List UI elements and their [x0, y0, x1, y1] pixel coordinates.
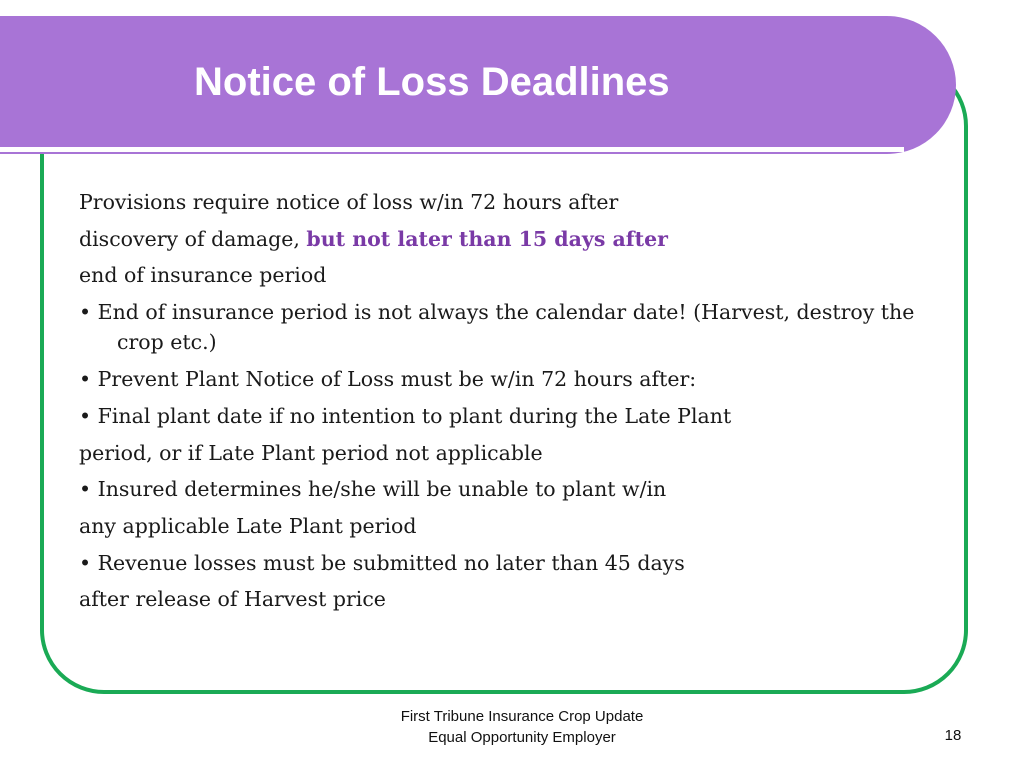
- bullet-item: • Insured determines he/she will be unable to plant w/in: [79, 477, 667, 502]
- bullet-item: • End of insurance period is not always the calendar date! (Harvest, destroy the crop etc.): [79, 300, 915, 355]
- body-text-segment: discovery of damage,: [79, 226, 307, 251]
- body-line: end of insurance period: [79, 263, 327, 288]
- slide-footer: [312, 706, 732, 748]
- body-line: any applicable Late Plant period: [79, 513, 417, 538]
- body-line: after release of Harvest price: [79, 587, 386, 612]
- bullet-item: • Revenue losses must be submitted no later than 45 days: [79, 550, 685, 575]
- footer-line: Equal Opportunity Employer: [428, 729, 616, 746]
- page-number: 18: [944, 727, 962, 744]
- body-line: Provisions require notice of loss w/in 72 hours after: [79, 190, 619, 214]
- body-line: period, or if Late Plant period not applicable: [79, 440, 543, 465]
- body-line: [79, 221, 959, 258]
- slide-title: Notice of Loss Deadlines: [194, 60, 670, 104]
- slide-body: [79, 184, 959, 618]
- footer-line: First Tribune Insurance Crop Update: [400, 708, 644, 725]
- bullet-item: • Prevent Plant Notice of Loss must be w/in 72 hours after:: [79, 367, 697, 392]
- banner-divider: [0, 147, 904, 152]
- deadline-highlight: but not later than 15 days after: [306, 226, 668, 251]
- bullet-item: • Final plant date if no intention to plant during the Late Plant: [79, 403, 732, 428]
